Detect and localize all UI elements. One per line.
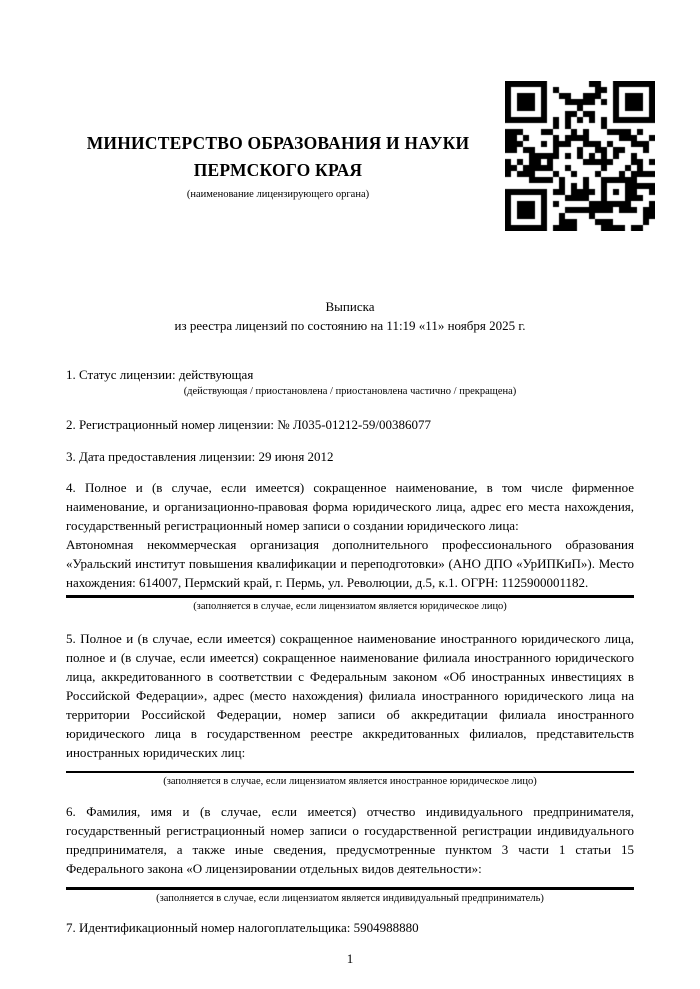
section-legal-entity — [66, 478, 634, 614]
section-license-status — [66, 365, 634, 399]
legal-entity-caption: (заполняется в случае, если лицензиатом является юридическое лицо) — [193, 600, 507, 612]
section-taxpayer-number — [66, 918, 634, 937]
individual-entrepreneur-question: 6. Фамилия, имя и (в случае, если имеется) отчество индивидуального предпринимателя, государственный регистрационный номер записи о государственной регистрации индивидуального предпринимателя, а также иные сведения, предусмотренные пунктом 3 части 1 статьи 15 Федерального закона «О лицензировании отдельных видов деятельности»: — [66, 804, 634, 876]
fill-line — [66, 887, 634, 890]
legal-entity-value: Автономная некоммерческая организация дополнительного профессионального образования «Уральский институт повышения квалификации и переподготовки» (АНО ДПО «УрИПКиП»). Место нахождения: 614007, Пермский край, г. Пермь, ул. Революции, д.5, к.1. ОГРН: 1125900001182. — [66, 537, 634, 590]
license-date-text: 3. Дата предоставления лицензии: 29 июня 2012 — [66, 449, 334, 464]
document-title-line1: Выписка — [325, 299, 375, 314]
page-number: 1 — [346, 950, 354, 966]
section-foreign-entity — [66, 629, 634, 790]
qr-code-canvas — [505, 81, 655, 231]
section-individual-entrepreneur — [66, 802, 634, 906]
document-body — [66, 297, 634, 968]
fill-line — [66, 595, 634, 598]
document-title — [66, 297, 634, 335]
ministry-name-line2: ПЕРМСКОГО КРАЯ — [193, 160, 363, 180]
foreign-entity-question: 5. Полное и (в случае, если имеется) сокращенное наименование иностранного юридического лица, полное и (в случае, если имеется) сокращенное наименование филиала иностранного юридического лица, аккредитованного в соответствии с Федеральным законом «Об иностранных инвестициях в Российской Федерации», адрес (место нахождения) филиала иностранного юридического лица на территории Российской Федерации, номер записи об аккредитации филиала иностранного юридического лица в государственном реестре аккредитованных филиалов, представительств иностранных юридических лиц: — [66, 630, 634, 760]
foreign-entity-caption: (заполняется в случае, если лицензиатом является иностранное юридическое лицо) — [163, 776, 537, 787]
section-license-date — [66, 447, 634, 466]
taxpayer-number-text: 7. Идентификационный номер налогоплательщика: 5904988880 — [66, 919, 419, 935]
individual-entrepreneur-caption: (заполняется в случае, если лицензиатом является индивидуальный предприниматель) — [156, 892, 544, 904]
issuing-authority-caption: (наименование лицензирующего органа) — [186, 189, 370, 200]
document-header — [62, 130, 494, 201]
ministry-name-line1: МИНИСТЕРСТВО ОБРАЗОВАНИЯ И НАУКИ — [86, 133, 470, 153]
issuing-authority-name — [62, 130, 494, 184]
registration-number-text: 2. Регистрационный номер лицензии: № Л035-01212-59/00386077 — [66, 417, 432, 432]
qr-code-icon — [505, 81, 661, 237]
section-registration-number — [66, 415, 634, 434]
document-title-line2: из реестра лицензий по состоянию на 11:19 «11» ноября 2025 г. — [174, 318, 526, 333]
legal-entity-question: 4. Полное и (в случае, если имеется) сокращенное наименование, в том числе фирменное наименование, и организационно-правовая форма юридического лица, адрес его места нахождения, государственный регистрационный номер записи о создании юридического лица: — [66, 480, 634, 533]
license-status-caption: (действующая / приостановлена / приостановлена частично / прекращена) — [183, 386, 517, 397]
license-status-text: 1. Статус лицензии: действующая — [66, 367, 254, 382]
fill-line — [66, 771, 634, 774]
